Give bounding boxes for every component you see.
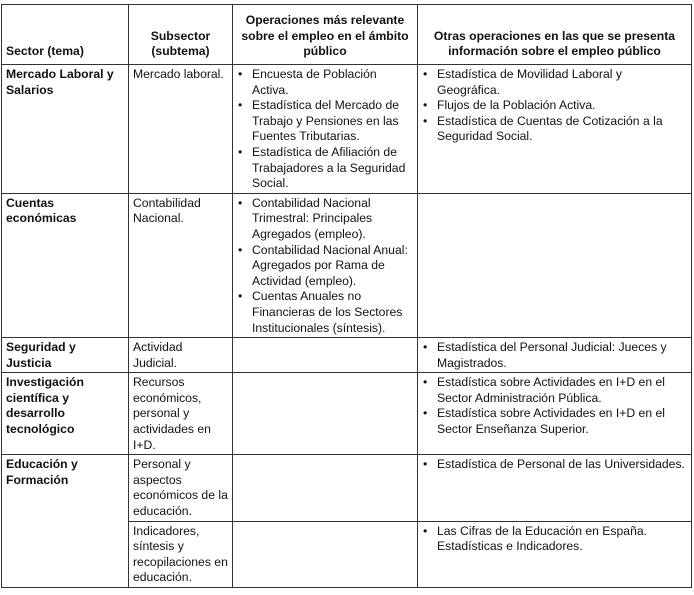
otras-cell bbox=[418, 338, 692, 373]
otras-cell bbox=[418, 373, 692, 455]
subsector-cell: Mercado laboral. bbox=[129, 65, 233, 194]
list-item: • Estadística de Movilidad Laboral y Geográfica. bbox=[422, 67, 687, 98]
list-item: • Encuesta de Población Activa. bbox=[237, 67, 413, 98]
header-subsector: Subsector (subtema) bbox=[129, 5, 233, 65]
table-row bbox=[2, 193, 692, 337]
otras-cell bbox=[418, 65, 692, 194]
operaciones-cell bbox=[233, 373, 418, 455]
sector-cell: Investigación científica y desarrollo tecnológico bbox=[2, 373, 129, 455]
header-operaciones: Operaciones más relevante sobre el empleo en el ámbito público bbox=[233, 5, 418, 65]
list-item: • Estadística sobre Actividades en I+D en el Sector Enseñanza Superior. bbox=[422, 406, 687, 437]
sector-cell: Educación y Formación bbox=[2, 455, 129, 588]
subsector-cell: Contabilidad Nacional. bbox=[129, 193, 233, 337]
operaciones-cell bbox=[233, 193, 418, 337]
subsector-cell: Recursos económicos, personal y actividades en I+D. bbox=[129, 373, 233, 455]
list-item: • Estadística de Cuentas de Cotización a la Seguridad Social. bbox=[422, 114, 687, 145]
sector-cell: Mercado Laboral y Salarios bbox=[2, 65, 129, 194]
sector-cell: Seguridad y Justicia bbox=[2, 338, 129, 373]
list-item: • Cuentas Anuales no Financieras de los Sectores Institucionales (síntesis). bbox=[237, 289, 413, 336]
operaciones-cell bbox=[233, 455, 418, 521]
otras-cell bbox=[418, 455, 692, 521]
list-item: • Estadística del Mercado de Trabajo y Pensiones en las Fuentes Tributarias. bbox=[237, 98, 413, 145]
subsector-cell: Personal y aspectos económicos de la educación. bbox=[129, 455, 233, 521]
list-item: • Las Cifras de la Educación en España. Estadísticas e Indicadores. bbox=[422, 524, 687, 555]
table-row bbox=[2, 65, 692, 194]
list-item: • Estadística sobre Actividades en I+D en el Sector Administración Pública. bbox=[422, 375, 687, 406]
list-item: • Contabilidad Nacional Anual: Agregados por Rama de Actividad (empleo). bbox=[237, 243, 413, 290]
sector-cell: Cuentas económicas bbox=[2, 193, 129, 337]
list-item: • Flujos de la Población Activa. bbox=[422, 98, 687, 114]
header-sector: Sector (tema) bbox=[2, 5, 129, 65]
otras-cell bbox=[418, 193, 692, 337]
list-item: • Estadística del Personal Judicial: Jueces y Magistrados. bbox=[422, 340, 687, 371]
operaciones-cell bbox=[233, 65, 418, 194]
list-item: • Contabilidad Nacional Trimestral: Principales Agregados (empleo). bbox=[237, 196, 413, 243]
subsector-cell: Indicadores, síntesis y recopilaciones en educación. bbox=[129, 521, 233, 587]
table-row bbox=[2, 338, 692, 373]
otras-cell bbox=[418, 521, 692, 587]
subsector-cell: Actividad Judicial. bbox=[129, 338, 233, 373]
list-item: • Estadística de Afiliación de Trabajadores a la Seguridad Social. bbox=[237, 145, 413, 192]
header-otras: Otras operaciones en las que se presenta información sobre el empleo público bbox=[418, 5, 692, 65]
operations-table bbox=[1, 4, 692, 588]
operaciones-cell bbox=[233, 521, 418, 587]
table-row bbox=[2, 455, 692, 521]
table-row bbox=[2, 373, 692, 455]
list-item: • Estadística de Personal de las Universidades. bbox=[422, 457, 687, 473]
operaciones-cell bbox=[233, 338, 418, 373]
header-row bbox=[2, 5, 692, 65]
